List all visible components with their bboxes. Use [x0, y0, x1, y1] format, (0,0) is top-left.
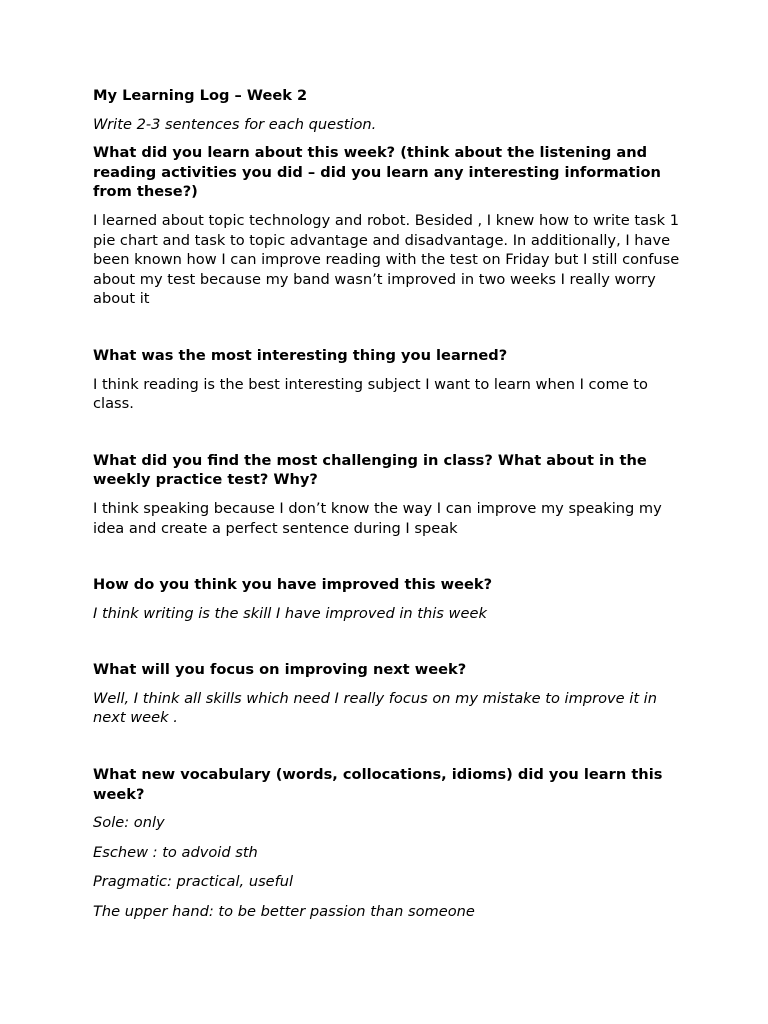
question-1: What did you learn about this week? (think about the listening and reading activities you did – did you learn any interesting information from these?): [93, 144, 661, 201]
question-3: What did you find the most challenging in class? What about in the weekly practice test? Why?: [93, 451, 647, 489]
spacer: [93, 318, 688, 346]
answer-2: I think reading is the best interesting subject I want to learn when I come to class.: [93, 375, 648, 413]
spacer: [93, 632, 688, 660]
vocab-item: Sole: only: [93, 814, 165, 832]
answer-1: I learned about topic technology and robot. Besided , I knew how to write task 1 pie chart and task to topic advantage and disadvantage. In additionally, I have been known how I can improve reading with the test on Friday but I still confuse about my test because my band wasn’t improved in two weeks I really worry about it: [93, 211, 680, 308]
question-6: What new vocabulary (words, collocations, idioms) did you learn this week?: [93, 766, 663, 803]
spacer: [93, 423, 688, 451]
vocab-item: Pragmatic: practical, useful: [93, 873, 294, 891]
spacer: [93, 547, 688, 575]
question-2: What was the most interesting thing you learned?: [93, 346, 508, 364]
vocab-item: The upper hand: to be better passion than someone: [93, 903, 475, 921]
answer-4: I think writing is the skill I have improved in this week: [93, 604, 487, 622]
page-title: My Learning Log – Week 2: [93, 87, 308, 104]
question-4: How do you think you have improved this week?: [93, 576, 493, 594]
answer-3: I think speaking because I don’t know the way I can improve my speaking my idea and create a perfect sentence during I speak: [93, 499, 662, 537]
answer-5: Well, I think all skills which need I really focus on my mistake to improve it in next week .: [93, 689, 657, 727]
spacer: [93, 737, 688, 765]
vocab-item: Eschew : to advoid sth: [93, 843, 258, 861]
instruction-text: Write 2-3 sentences for each question.: [93, 115, 377, 133]
question-5: What will you focus on improving next week?: [93, 661, 467, 679]
